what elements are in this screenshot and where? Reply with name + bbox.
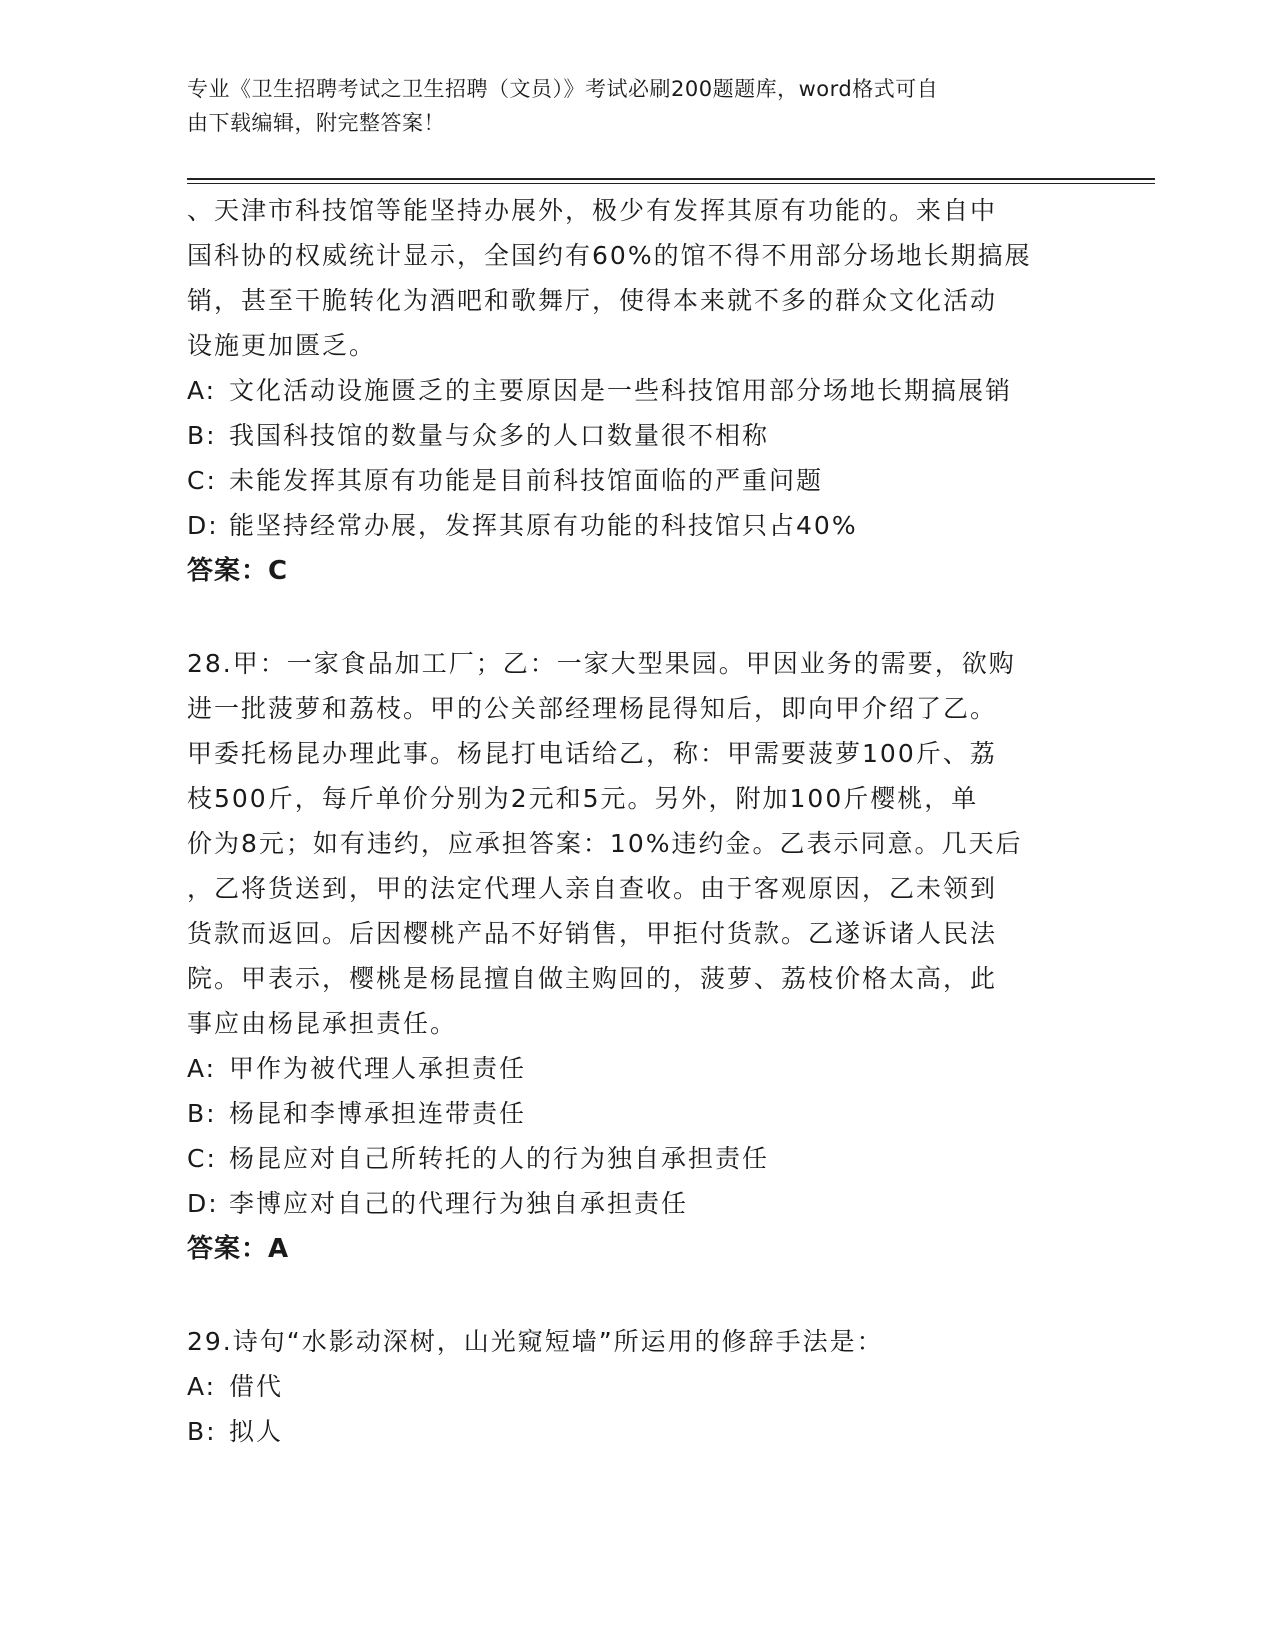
question-text-line: 、天津市科技馆等能坚持办展外，极少有发挥其原有功能的。来自中 [187, 196, 998, 225]
question-text-line: 货款而返回。后因樱桃产品不好销售，甲拒付货款。乙遂诉诸人民法 [187, 919, 998, 948]
question-text-line: ，乙将货送到，甲的法定代理人亲自查收。由于客观原因，乙未领到 [187, 874, 998, 903]
question-text-line: 事应由杨昆承担责任。 [187, 1009, 458, 1038]
question-text-line: 设施更加匮乏。 [187, 331, 377, 360]
header-line-1: 专业《卫生招聘考试之卫生招聘（文员）》考试必刷200题题库，word格式可自 [187, 77, 939, 101]
option-a [187, 368, 1087, 413]
option-c [187, 1136, 1087, 1181]
option-b [187, 413, 1087, 458]
option-text: 杨昆应对自己所转托的人的行为独自承担责任 [229, 1144, 770, 1173]
question-29 [187, 1319, 1087, 1454]
option-text: 能坚持经常办展，发挥其原有功能的科技馆只占40% [229, 511, 858, 540]
header-divider-thin [187, 183, 1155, 184]
question-text-line: 院。甲表示，樱桃是杨昆擅自做主购回的，菠萝、荔枝价格太高，此 [187, 964, 998, 993]
document-header [187, 72, 1067, 140]
option-text: 借代 [229, 1372, 284, 1401]
question-text-line: 国科协的权威统计显示，全国约有60%的馆不得不用部分场地长期搞展 [187, 241, 1032, 270]
option-text: 我国科技馆的数量与众多的人口数量很不相称 [229, 421, 770, 450]
answer-line: 答案：A [187, 1234, 290, 1264]
option-key: B: [187, 421, 217, 450]
option-key: C: [187, 1144, 217, 1173]
option-c [187, 458, 1087, 503]
option-text: 拟人 [229, 1417, 284, 1446]
option-key: A: [187, 376, 217, 405]
document-body [187, 188, 1087, 1454]
option-d [187, 503, 1087, 548]
option-key: D: [187, 1189, 219, 1218]
question-text-line: 价为8元；如有违约，应承担答案：10%违约金。乙表示同意。几天后 [187, 829, 1023, 858]
question-text-line: 29.诗句“水影动深树，山光窥短墙”所运用的修辞手法是： [187, 1327, 884, 1356]
option-key: B: [187, 1417, 217, 1446]
option-key: D: [187, 511, 219, 540]
option-key: B: [187, 1099, 217, 1128]
option-d [187, 1181, 1087, 1226]
question-block-continued [187, 188, 1087, 594]
option-key: A: [187, 1054, 217, 1083]
question-28 [187, 641, 1087, 1272]
option-text: 杨昆和李博承担连带责任 [229, 1099, 527, 1128]
option-key: A: [187, 1372, 217, 1401]
header-line-2: 由下载编辑，附完整答案！ [187, 111, 445, 135]
option-text: 李博应对自己的代理行为独自承担责任 [229, 1189, 689, 1218]
spacer [187, 594, 1087, 641]
question-text-line: 28.甲：一家食品加工厂；乙：一家大型果园。甲因业务的需要，欲购 [187, 649, 1016, 678]
option-text: 未能发挥其原有功能是目前科技馆面临的严重问题 [229, 466, 824, 495]
option-text: 文化活动设施匮乏的主要原因是一些科技馆用部分场地长期搞展销 [229, 376, 1013, 405]
question-text-line: 销，甚至干脆转化为酒吧和歌舞厅，使得本来就不多的群众文化活动 [187, 286, 998, 315]
option-a [187, 1364, 1087, 1409]
spacer [187, 1272, 1087, 1319]
option-text: 甲作为被代理人承担责任 [229, 1054, 527, 1083]
option-b [187, 1409, 1087, 1454]
question-text-line: 进一批菠萝和荔枝。甲的公关部经理杨昆得知后，即向甲介绍了乙。 [187, 694, 998, 723]
option-b [187, 1091, 1087, 1136]
answer-line: 答案：C [187, 556, 289, 586]
question-text-line: 枝500斤，每斤单价分别为2元和5元。另外，附加100斤樱桃，单 [187, 784, 979, 813]
option-a [187, 1046, 1087, 1091]
option-key: C: [187, 466, 217, 495]
header-divider-thick [187, 178, 1155, 180]
question-text-line: 甲委托杨昆办理此事。杨昆打电话给乙，称：甲需要菠萝100斤、荔 [187, 739, 997, 768]
